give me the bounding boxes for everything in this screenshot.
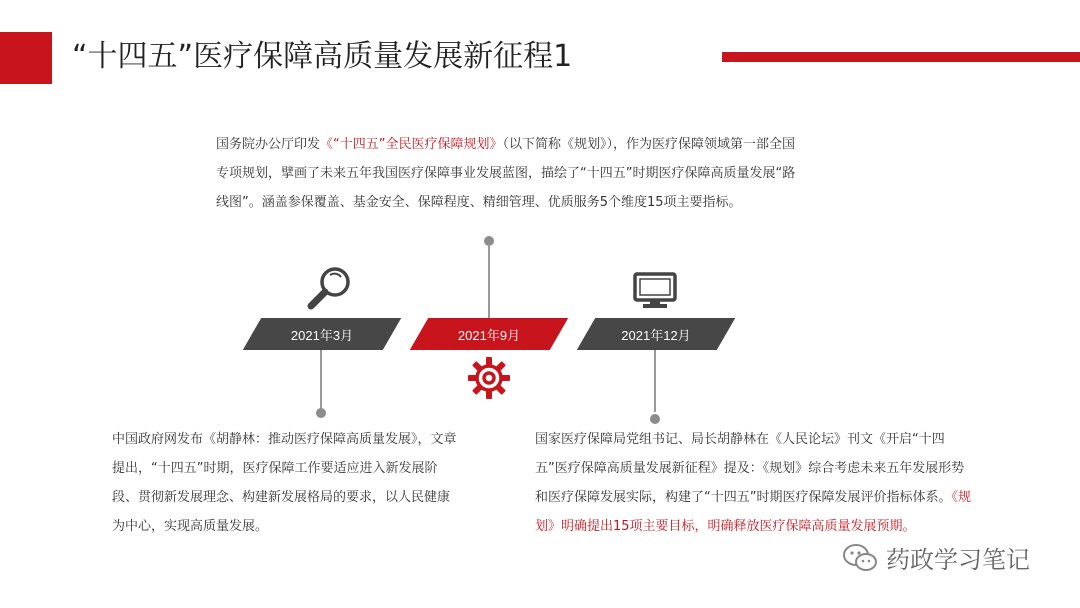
connector-line-right <box>654 350 656 412</box>
timeline-banner-mar <box>243 318 401 350</box>
top-paragraph <box>216 130 806 217</box>
timeline-banner-sep <box>410 318 568 350</box>
watermark-text: 药政学习笔记 <box>886 546 1030 574</box>
header-accent-bar <box>722 52 1080 62</box>
connector-dot-left <box>316 408 326 418</box>
timeline-label-sep: 2021年9月 <box>457 327 521 343</box>
header-accent-block <box>0 32 52 84</box>
connector-line-top <box>488 244 490 320</box>
magnifier-icon <box>303 265 355 313</box>
gear-icon <box>466 355 512 401</box>
timeline-banner-dec <box>577 318 735 350</box>
top-paragraph-highlight: 《“十四五”全民医疗保障规划》 <box>320 137 503 152</box>
right-paragraph <box>535 425 975 541</box>
top-paragraph-post: （以下简称《规划》），作为医疗保障领域第一部全国专项规划，擘画了未来五年我国医疗保障事业发展蓝图，描绘了“十四五”时期医疗保障高质量发展“路线图”。涵盖参保覆盖、基金安全、保障程度、精细管理、优质服务5个维度15项主要指标。 <box>216 137 796 210</box>
left-paragraph: 中国政府网发布《胡静林：推动医疗保障高质量发展》，文章提出，“十四五”时期，医疗保障工作要适应进入新发展阶段、贯彻新发展理念、构建新发展格局的要求，以人民健康为中心，实现高质量发展。 <box>112 432 457 534</box>
connector-dot-right <box>650 414 660 424</box>
wechat-icon <box>842 543 878 573</box>
page-title: “十四五”医疗保障高质量发展新征程1 <box>72 39 573 74</box>
timeline-label-mar: 2021年3月 <box>290 327 354 343</box>
watermark <box>842 540 1030 575</box>
connector-line-left <box>320 350 322 412</box>
right-paragraph-highlight: 《规划》明确提出15项主要目标，明确释放医疗保障高质量发展预期。 <box>535 490 971 534</box>
right-paragraph-pre: 国家医疗保障局党组书记、局长胡静林在《人民论坛》刊文《开启“十四五”医疗保障高质量发展新征程》提及：《规划》综合考虑未来五年发展形势和医疗保障发展实际，构建了“十四五”时期医疗保障发展评价指标体系。 <box>535 432 965 505</box>
monitor-icon <box>632 271 678 311</box>
top-paragraph-pre: 国务院办公厅印发 <box>216 137 321 152</box>
timeline-label-dec: 2021年12月 <box>621 327 691 343</box>
